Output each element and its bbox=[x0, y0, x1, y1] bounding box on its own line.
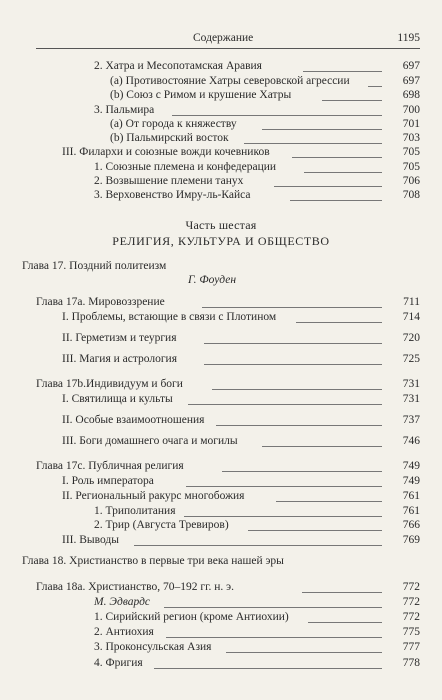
leader-line bbox=[164, 607, 382, 608]
chapter-heading bbox=[22, 554, 420, 568]
entry-label: 1. Триполитания bbox=[94, 505, 176, 517]
entry-page: 705 bbox=[402, 161, 420, 173]
toc-entry bbox=[36, 459, 420, 473]
leader-line bbox=[204, 343, 382, 344]
entry-label: 1. Союзные племена и конфедерации bbox=[94, 161, 277, 173]
entry-label: II. Особые взаимоотношения bbox=[62, 414, 205, 426]
entry-page: 772 bbox=[402, 596, 420, 608]
toc-entry bbox=[62, 310, 420, 324]
header-rule bbox=[36, 48, 420, 49]
entry-page: 700 bbox=[402, 104, 420, 116]
toc-entry bbox=[62, 533, 420, 547]
part-title: РЕЛИГИЯ, КУЛЬТУРА И ОБЩЕСТВО bbox=[112, 234, 330, 248]
entry-label: 3. Проконсульская Азия bbox=[94, 641, 212, 653]
toc-entry bbox=[94, 174, 420, 188]
entry-label: Глава 18а. Христианство, 70–192 гг. н. э. bbox=[36, 581, 234, 593]
entry-page: 737 bbox=[402, 414, 420, 426]
toc-entry bbox=[94, 131, 420, 145]
leader-line bbox=[216, 425, 382, 426]
entry-label: 3. Пальмира bbox=[94, 104, 155, 116]
leader-line bbox=[290, 200, 382, 201]
chapter-label: Глава 17. Поздний политеизм bbox=[22, 260, 167, 272]
leader-line bbox=[292, 157, 382, 158]
leader-line bbox=[276, 501, 382, 502]
leader-line bbox=[262, 129, 382, 130]
toc-entry bbox=[94, 595, 420, 609]
toc-entry bbox=[94, 117, 420, 131]
entry-label: 4. Фригия bbox=[94, 657, 143, 669]
leader-line bbox=[304, 172, 382, 173]
toc-entry bbox=[94, 74, 420, 88]
leader-line bbox=[204, 364, 382, 365]
leader-line bbox=[248, 530, 382, 531]
entry-label: Глава 17с. Публичная религия bbox=[36, 460, 184, 472]
header-title: Содержание bbox=[193, 32, 254, 44]
entry-label: 2. Возвышение племени танух bbox=[94, 175, 244, 187]
entry-label: III. Филархи и союзные вожди кочевников bbox=[62, 146, 270, 158]
leader-line bbox=[222, 471, 382, 472]
entry-page: 777 bbox=[402, 641, 420, 653]
chapter-label: Глава 18. Христианство в первые три века нашей эры bbox=[22, 555, 284, 567]
page-header bbox=[0, 0, 442, 50]
toc-entry bbox=[62, 474, 420, 488]
toc-entry bbox=[94, 610, 420, 624]
leader-line bbox=[134, 545, 382, 546]
entry-label: Глава 17а. Мировоззрение bbox=[36, 296, 165, 308]
leader-line bbox=[188, 404, 382, 405]
leader-line bbox=[226, 652, 382, 653]
entry-label: 2. Трир (Августа Тревиров) bbox=[94, 519, 229, 531]
entry-page: 705 bbox=[402, 146, 420, 158]
leader-line bbox=[302, 592, 382, 593]
header-page-number: 1195 bbox=[397, 32, 420, 44]
entry-label: II. Герметизм и теургия bbox=[62, 332, 177, 344]
toc-entry bbox=[94, 188, 420, 202]
entry-page: 701 bbox=[402, 118, 420, 130]
entry-page: 746 bbox=[402, 435, 420, 447]
entry-label: (a) Противостояние Хатры северовской агрессии bbox=[110, 75, 350, 87]
toc-entry bbox=[62, 145, 420, 159]
toc-entry bbox=[62, 392, 420, 406]
entry-label: М. Эдвардс bbox=[94, 596, 151, 608]
entry-label: II. Региональный ракурс многобожия bbox=[62, 490, 245, 502]
leader-line bbox=[296, 322, 382, 323]
entry-page: 708 bbox=[402, 189, 420, 201]
entry-label: (a) От города к княжеству bbox=[110, 118, 237, 130]
leader-line bbox=[322, 100, 382, 101]
entry-page: 761 bbox=[402, 505, 420, 517]
toc-entry bbox=[94, 160, 420, 174]
chapter-author bbox=[22, 273, 420, 287]
toc-entry bbox=[62, 413, 420, 427]
entry-label: III. Магия и астрология bbox=[62, 353, 178, 365]
toc-entry bbox=[94, 88, 420, 102]
entry-label: I. Проблемы, встающие в связи с Плотином bbox=[62, 311, 277, 323]
leader-line bbox=[308, 622, 382, 623]
entry-label: (b) Пальмирский восток bbox=[110, 132, 229, 144]
entry-page: 778 bbox=[402, 657, 420, 669]
leader-line bbox=[154, 668, 382, 669]
entry-label: 3. Верховенство Имру-ль-Кайса bbox=[94, 189, 251, 201]
entry-page: 772 bbox=[402, 581, 420, 593]
leader-line bbox=[303, 71, 382, 72]
leader-line bbox=[274, 186, 382, 187]
leader-line bbox=[172, 115, 382, 116]
toc-entry bbox=[62, 352, 420, 366]
leader-line bbox=[368, 86, 382, 87]
entry-label: Глава 17b.Индивидуум и боги bbox=[36, 378, 183, 390]
part-label: Часть шестая bbox=[185, 218, 257, 232]
leader-line bbox=[212, 389, 382, 390]
toc-entry bbox=[94, 59, 420, 73]
entry-label: 2. Хатра и Месопотамская Аравия bbox=[94, 60, 262, 72]
toc-entry bbox=[62, 489, 420, 503]
entry-label: 1. Сирийский регион (кроме Антиохии) bbox=[94, 611, 289, 623]
toc-entry bbox=[36, 377, 420, 391]
entry-label: I. Святилища и культы bbox=[62, 393, 173, 405]
entry-page: 769 bbox=[402, 534, 420, 546]
leader-line bbox=[166, 637, 382, 638]
toc-entry bbox=[62, 434, 420, 448]
entry-page: 731 bbox=[402, 393, 420, 405]
entry-label: III. Боги домашнего очага и могилы bbox=[62, 435, 238, 447]
entry-page: 697 bbox=[402, 60, 420, 72]
entry-page: 761 bbox=[402, 490, 420, 502]
toc-entry bbox=[94, 103, 420, 117]
entry-page: 703 bbox=[402, 132, 420, 144]
entry-page: 698 bbox=[402, 89, 420, 101]
entry-page: 766 bbox=[402, 519, 420, 531]
toc-entry bbox=[94, 640, 420, 654]
leader-line bbox=[184, 516, 382, 517]
leader-line bbox=[186, 486, 382, 487]
toc-entry bbox=[94, 504, 420, 518]
entry-page: 749 bbox=[402, 475, 420, 487]
entry-page: 697 bbox=[402, 75, 420, 87]
toc-entry bbox=[94, 625, 420, 639]
toc-entry bbox=[36, 295, 420, 309]
toc-entry bbox=[62, 331, 420, 345]
chapter-heading bbox=[22, 259, 420, 273]
entry-page: 775 bbox=[402, 626, 420, 638]
entry-page: 731 bbox=[402, 378, 420, 390]
entry-page: 772 bbox=[402, 611, 420, 623]
entry-page: 720 bbox=[402, 332, 420, 344]
leader-line bbox=[202, 307, 382, 308]
entry-page: 714 bbox=[402, 311, 420, 323]
entry-label: 2. Антиохия bbox=[94, 626, 154, 638]
entry-page: 706 bbox=[402, 175, 420, 187]
leader-line bbox=[262, 446, 382, 447]
toc-entry bbox=[36, 580, 420, 594]
entry-label: III. Выводы bbox=[62, 534, 119, 546]
entry-page: 711 bbox=[403, 296, 420, 308]
entry-page: 749 bbox=[402, 460, 420, 472]
author-name: Г. Фоуден bbox=[188, 274, 237, 286]
toc-entry bbox=[94, 518, 420, 532]
entry-label: (b) Союз с Римом и крушение Хатры bbox=[110, 89, 292, 101]
entry-label: I. Роль императора bbox=[62, 475, 154, 487]
leader-line bbox=[244, 143, 382, 144]
entry-page: 725 bbox=[402, 353, 420, 365]
toc-entry bbox=[94, 656, 420, 670]
